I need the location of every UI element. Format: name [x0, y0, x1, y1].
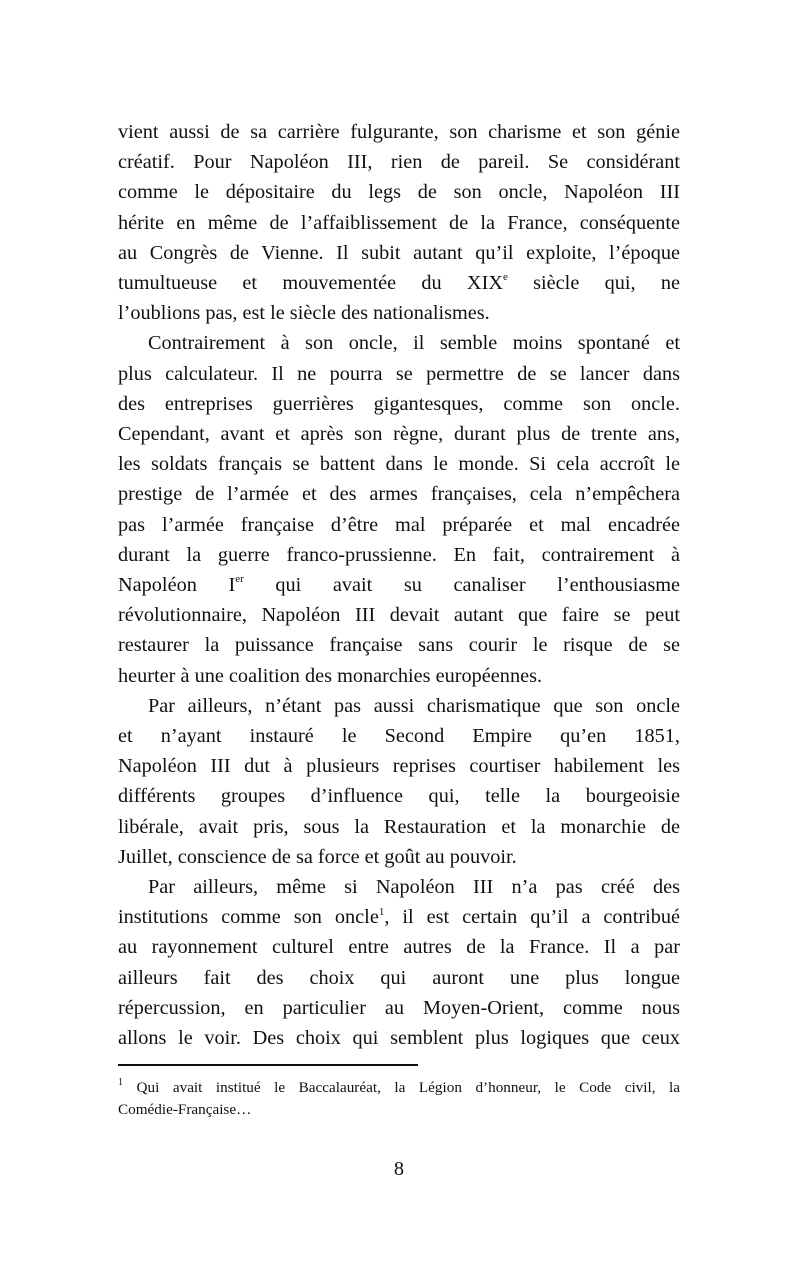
text-line: restaurer la puissance française sans courir le risque de se — [118, 634, 680, 657]
text-line: au rayonnement culturel entre autres de la France. Il a par — [118, 936, 680, 959]
text-line — [118, 570, 680, 600]
text-segment: tumultueuse et mouvementée du XIX — [118, 272, 503, 295]
paragraph-2 — [118, 328, 680, 690]
text-line: différents groupes d’influence qui, telle la bourgeoisie — [118, 785, 680, 808]
text-line: révolutionnaire, Napoléon III devait autant que faire se peut — [118, 604, 680, 627]
text-line: Par ailleurs, même si Napoléon III n’a pas créé des — [148, 876, 680, 899]
text-line: pas l’armée française d’être mal préparée et mal encadrée — [118, 513, 680, 536]
text-line — [118, 268, 680, 298]
text-line: Par ailleurs, n’étant pas aussi charismatique que son oncle — [148, 694, 680, 717]
text-line: prestige de l’armée et des armes françaises, cela n’empêchera — [118, 483, 680, 506]
text-line: Contrairement à son oncle, il semble moins spontané et — [148, 332, 680, 355]
footnote-line — [118, 1077, 680, 1099]
superscript: e — [502, 271, 508, 284]
text-line: libérale, avait pris, sous la Restauration et la monarchie de — [118, 815, 680, 838]
page-number: 8 — [393, 1158, 405, 1180]
text-line: au Congrès de Vienne. Il subit autant qu’il exploite, l’époque — [118, 241, 680, 264]
page-body — [118, 117, 680, 1053]
text-segment: siècle qui, ne — [507, 272, 681, 295]
text-line: hérite en même de l’affaiblissement de la France, conséquente — [118, 211, 680, 234]
text-segment: Napoléon I — [118, 574, 236, 597]
text-line: répercussion, en particulier au Moyen-Orient, comme nous — [118, 996, 680, 1019]
text-line — [118, 902, 680, 932]
paragraph-1 — [118, 117, 680, 328]
text-line: créatif. Pour Napoléon III, rien de pareil. Se considérant — [118, 151, 680, 174]
text-line: Cependant, avant et après son règne, durant plus de trente ans, — [118, 423, 680, 446]
text-line: comme le dépositaire du legs de son oncle, Napoléon III — [118, 181, 680, 204]
footnote-text: Qui avait institué le Baccalauréat, la Légion d’honneur, le Code civil, la — [123, 1079, 680, 1096]
text-line: allons le voir. Des choix qui semblent plus logiques que ceux — [118, 1027, 680, 1050]
footnote-reference[interactable]: 1 — [378, 905, 385, 918]
text-segment: , il est certain qu’il a contribué — [384, 906, 681, 929]
text-line: Juillet, conscience de sa force et goût au pouvoir. — [118, 845, 517, 868]
text-line: des entreprises guerrières gigantesques, comme son oncle. — [118, 392, 680, 415]
text-segment: qui avait su canaliser l’enthousiasme — [243, 574, 681, 597]
footnote — [118, 1077, 680, 1121]
text-line: plus calculateur. Il ne pourra se permettre de se lancer dans — [118, 362, 680, 385]
text-line: l’oublions pas, est le siècle des nationalismes. — [118, 302, 490, 325]
footnote-line: Comédie-Française… — [118, 1101, 252, 1118]
paragraph-4 — [118, 872, 680, 1053]
text-line: heurter à une coalition des monarchies européennes. — [118, 664, 543, 687]
superscript: er — [235, 573, 244, 586]
text-line: vient aussi de sa carrière fulgurante, son charisme et son génie — [118, 121, 680, 143]
footnote-marker: 1 — [118, 1076, 123, 1088]
footnote-separator — [118, 1064, 418, 1066]
text-line: les soldats français se battent dans le monde. Si cela accroît le — [118, 453, 680, 476]
text-line: durant la guerre franco-prussienne. En fait, contrairement à — [118, 543, 680, 566]
text-segment: institutions comme son oncle — [118, 906, 379, 929]
text-line: ailleurs fait des choix qui auront une plus longue — [118, 966, 680, 989]
text-line: et n’ayant instauré le Second Empire qu’en 1851, — [118, 725, 680, 748]
paragraph-3 — [118, 691, 680, 872]
text-line: Napoléon III dut à plusieurs reprises courtiser habilement les — [118, 755, 680, 778]
